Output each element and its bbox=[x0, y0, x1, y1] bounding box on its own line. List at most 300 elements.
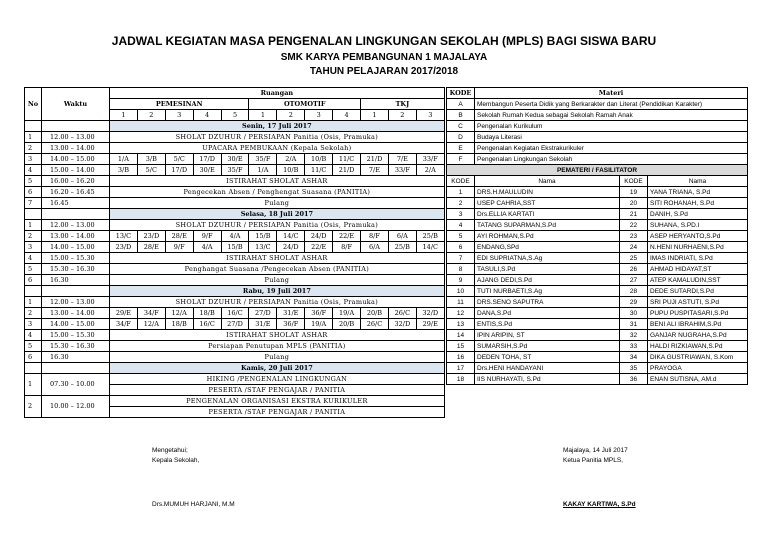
day-spacer bbox=[25, 209, 42, 220]
room-assignment-cell: 35/F bbox=[249, 154, 277, 165]
pemateri-name: IPIN ARIPIN, ST bbox=[475, 330, 620, 341]
pemateri-kode: 11 bbox=[447, 297, 475, 308]
room-assignment-cell: 9/F bbox=[193, 231, 221, 242]
time-cell: 14.00 – 15.00 bbox=[42, 242, 110, 253]
row-number: 3 bbox=[25, 154, 42, 165]
row-number: 1 bbox=[25, 297, 42, 308]
room-assignment-cell: 25/B bbox=[388, 242, 416, 253]
pemateri-kode: 8 bbox=[447, 264, 475, 275]
pemateri-title: PEMATERI / FASILITATOR bbox=[447, 165, 748, 176]
pemateri-nama-header: Nama bbox=[475, 176, 620, 187]
activity-cell: PENGENALAN ORGANISASI EKSTRA KURIKULER bbox=[110, 396, 445, 407]
col-waktu-header: Waktu bbox=[42, 88, 110, 121]
signature-left-block bbox=[152, 446, 199, 466]
schedule-row bbox=[25, 330, 445, 341]
materi-kode: C bbox=[447, 121, 475, 132]
room-assignment-cell: 26/C bbox=[388, 308, 416, 319]
room-assignment-cell: 25/B bbox=[416, 231, 444, 242]
pemateri-row bbox=[447, 330, 748, 341]
pemateri-name: SITI ROHANAH, S.Pd bbox=[648, 198, 748, 209]
activity-cell: SHOLAT DZUHUR / PERSIAPAN Panitia (Osis, Pramuka) bbox=[110, 297, 445, 308]
schedule-row bbox=[25, 264, 445, 275]
pemateri-name: ATEP KAMALUDIN,SST bbox=[648, 275, 748, 286]
activity-cell: SHOLAT DZUHUR / PERSIAPAN Panitia (Osis, Pramuka) bbox=[110, 220, 445, 231]
room-assignment-cell: 6/A bbox=[388, 231, 416, 242]
pemateri-kode: 25 bbox=[620, 253, 648, 264]
day-row bbox=[25, 286, 445, 297]
pemateri-name: GANJAR NUGRAHA,S.Pd bbox=[648, 330, 748, 341]
materi-table bbox=[446, 87, 748, 385]
time-cell: 13.00 – 14.00 bbox=[42, 143, 110, 154]
row-number: 3 bbox=[25, 242, 42, 253]
time-cell: 15.00 – 15.30 bbox=[42, 253, 110, 264]
room-assignment-cell: 31/E bbox=[277, 308, 305, 319]
pemateri-name: ENTIS,S.Pd bbox=[475, 319, 620, 330]
room-assignment-cell: 21/D bbox=[361, 154, 389, 165]
schedule-row bbox=[25, 154, 445, 165]
day-title: Kamis, 20 Juli 2017 bbox=[110, 363, 445, 374]
room-assignment-cell: 13/C bbox=[249, 242, 277, 253]
room-assignment-cell: 13/C bbox=[110, 231, 138, 242]
activity-cell: Pulang bbox=[110, 198, 445, 209]
activity-cell: Penghangat Suasana /Pengecekan Absen (PANITIA) bbox=[110, 264, 445, 275]
pemateri-kode: 22 bbox=[620, 220, 648, 231]
pemateri-row bbox=[447, 297, 748, 308]
time-cell: 15.00 – 15.30 bbox=[42, 330, 110, 341]
materi-header-row bbox=[447, 88, 748, 99]
time-cell: 14.00 – 15.00 bbox=[42, 319, 110, 330]
pemateri-name: DANA,S.Pd bbox=[475, 308, 620, 319]
pemateri-kode: 30 bbox=[620, 308, 648, 319]
materi-kode: B bbox=[447, 110, 475, 121]
room-assignment-cell: 4/A bbox=[221, 231, 249, 242]
room-assignment-cell: 8/F bbox=[361, 231, 389, 242]
pemateri-name: PRAYOGA bbox=[648, 363, 748, 374]
schedule-row bbox=[25, 341, 445, 352]
room-assignment-cell: 7/E bbox=[361, 165, 389, 176]
committee-chair-name: KAKAY KARTIWA, S.Pd bbox=[563, 501, 636, 508]
pemateri-kode: 3 bbox=[447, 209, 475, 220]
room-assignment-cell: 27/D bbox=[221, 319, 249, 330]
room-assignment-cell: 23/D bbox=[137, 231, 165, 242]
room-number: 3 bbox=[305, 110, 333, 121]
materi-kode-header: KODE bbox=[447, 88, 475, 99]
pemateri-row bbox=[447, 220, 748, 231]
room-assignment-cell: 16/C bbox=[193, 319, 221, 330]
pemateri-kode: 20 bbox=[620, 198, 648, 209]
room-assignment-cell: 11/C bbox=[305, 165, 333, 176]
pemateri-kode: 15 bbox=[447, 341, 475, 352]
materi-text: Pengenalan Kurikulum bbox=[475, 121, 748, 132]
row-number: 6 bbox=[25, 187, 42, 198]
room-assignment-cell: 3/B bbox=[137, 154, 165, 165]
pemateri-kode: 28 bbox=[620, 286, 648, 297]
pemateri-row bbox=[447, 242, 748, 253]
pemateri-kode: 34 bbox=[620, 352, 648, 363]
room-assignment-cell: 36/F bbox=[305, 308, 333, 319]
pemateri-row bbox=[447, 198, 748, 209]
materi-text: Pengenalan Lingkungan Sekolah bbox=[475, 154, 748, 165]
row-number: 5 bbox=[25, 176, 42, 187]
room-assignment-cell: 29/E bbox=[416, 319, 444, 330]
pemateri-kode: 33 bbox=[620, 341, 648, 352]
day-spacer bbox=[25, 286, 42, 297]
schedule-row bbox=[25, 176, 445, 187]
pemateri-name: Drs.ELLIA KARTATI bbox=[475, 209, 620, 220]
room-assignment-cell: 22/E bbox=[333, 231, 361, 242]
pemateri-kode: 14 bbox=[447, 330, 475, 341]
room-number: 2 bbox=[277, 110, 305, 121]
materi-kode: F bbox=[447, 154, 475, 165]
room-assignment-cell: 33/F bbox=[388, 165, 416, 176]
pemateri-name: BENI ALI IBRAHIM,S.Pd bbox=[648, 319, 748, 330]
row-number: 2 bbox=[25, 308, 42, 319]
pemateri-name: DEDE SUTARDI,S.Pd bbox=[648, 286, 748, 297]
pemateri-name: YANA TRIANA, S.Pd bbox=[648, 187, 748, 198]
time-cell: 07.30 – 10.00 bbox=[42, 374, 110, 396]
place-date: Majalaya, 14 Juli 2017 bbox=[563, 447, 628, 454]
room-number: 2 bbox=[137, 110, 165, 121]
materi-row bbox=[447, 132, 748, 143]
pemateri-kode: 32 bbox=[620, 330, 648, 341]
materi-text: Pengenalan Kegiatan Ekstrakurikuler bbox=[475, 143, 748, 154]
day-spacer bbox=[42, 363, 110, 374]
pemateri-kode: 24 bbox=[620, 242, 648, 253]
pemateri-kode: 35 bbox=[620, 363, 648, 374]
pemateri-kode: 26 bbox=[620, 264, 648, 275]
pemateri-row bbox=[447, 209, 748, 220]
day-row bbox=[25, 363, 445, 374]
time-cell: 15.30 – 16.30 bbox=[42, 341, 110, 352]
pemateri-name: ASEP HERYANTO,S.Pd bbox=[648, 231, 748, 242]
pemateri-name: IMAS INDRIATI, S.Pd bbox=[648, 253, 748, 264]
room-assignment-cell: 5/C bbox=[137, 165, 165, 176]
pemateri-row bbox=[447, 231, 748, 242]
pemateri-name: DANIH, S.Pd bbox=[648, 209, 748, 220]
pemateri-kode: 18 bbox=[447, 374, 475, 385]
pemateri-kode: 6 bbox=[447, 242, 475, 253]
room-assignment-cell: 10/B bbox=[277, 165, 305, 176]
pemateri-name: IIS NURHAYATI, S.Pd bbox=[475, 374, 620, 385]
pemateri-row bbox=[447, 319, 748, 330]
pemateri-kode: 4 bbox=[447, 220, 475, 231]
pemateri-row bbox=[447, 286, 748, 297]
pemateri-name: Drs.HENI HANDAYANI bbox=[475, 363, 620, 374]
room-assignment-cell: 6/A bbox=[361, 242, 389, 253]
principal-name: Drs.MUMUH HARJANI, M.M bbox=[152, 501, 235, 508]
time-cell: 12.00 – 13.00 bbox=[42, 220, 110, 231]
room-assignment-cell: 24/D bbox=[277, 242, 305, 253]
room-assignment-cell: 30/E bbox=[193, 165, 221, 176]
pemateri-kode: 5 bbox=[447, 231, 475, 242]
pemateri-kode: 27 bbox=[620, 275, 648, 286]
day-spacer bbox=[42, 286, 110, 297]
pemateri-name: ENAN SUTISNA, AM.d bbox=[648, 374, 748, 385]
materi-row bbox=[447, 99, 748, 110]
pemateri-kode: 9 bbox=[447, 275, 475, 286]
pemateri-nama-header: Nama bbox=[648, 176, 748, 187]
acknowledged-label: Mengetahui; bbox=[152, 447, 188, 454]
pemateri-title-row bbox=[447, 165, 748, 176]
room-assignment-cell: 8/F bbox=[333, 242, 361, 253]
activity-cell: Pengecekan Absen / Penghengat Suasana (PANITIA) bbox=[110, 187, 445, 198]
day-row bbox=[25, 121, 445, 132]
pemateri-name: ENDANG,SPd bbox=[475, 242, 620, 253]
schedule-row bbox=[25, 220, 445, 231]
row-number: 2 bbox=[25, 231, 42, 242]
row-number: 4 bbox=[25, 165, 42, 176]
time-cell: 12.00 – 13.00 bbox=[42, 132, 110, 143]
col-ruangan-header: Ruangan bbox=[110, 88, 445, 99]
time-cell: 14.00 – 15.00 bbox=[42, 154, 110, 165]
activity-cell: PESERTA /STAF PENGAJAR / PANITIA bbox=[110, 407, 445, 418]
room-assignment-cell: 36/F bbox=[277, 319, 305, 330]
materi-row bbox=[447, 154, 748, 165]
schedule-row bbox=[25, 275, 445, 286]
room-assignment-cell: 20/B bbox=[361, 308, 389, 319]
schedule-row bbox=[25, 374, 445, 385]
activity-cell: HIKING /PENGENALAN LINGKUNGAN bbox=[110, 374, 445, 385]
day-spacer bbox=[25, 121, 42, 132]
pemateri-kode: 10 bbox=[447, 286, 475, 297]
row-number: 6 bbox=[25, 352, 42, 363]
room-assignment-cell: 17/D bbox=[165, 165, 193, 176]
pemateri-name: EDI SUPRIATNA,S.Ag bbox=[475, 253, 620, 264]
row-number: 7 bbox=[25, 198, 42, 209]
row-number: 5 bbox=[25, 341, 42, 352]
pemateri-kode: 17 bbox=[447, 363, 475, 374]
schedule-row bbox=[25, 352, 445, 363]
day-spacer bbox=[42, 121, 110, 132]
room-assignment-cell: 35/F bbox=[221, 165, 249, 176]
pemateri-name: TASULI,S.Pd bbox=[475, 264, 620, 275]
room-assignment-cell: 33/F bbox=[416, 154, 444, 165]
day-title: Rabu, 19 Juli 2017 bbox=[110, 286, 445, 297]
room-assignment-cell: 17/D bbox=[193, 154, 221, 165]
pemateri-kode: 12 bbox=[447, 308, 475, 319]
document-title: JADWAL KEGIATAN MASA PENGENALAN LINGKUNGAN SEKOLAH (MPLS) BAGI SISWA BARU bbox=[111, 34, 657, 48]
time-cell: 16.00 – 16.20 bbox=[42, 176, 110, 187]
room-assignment-cell: 12/A bbox=[137, 319, 165, 330]
activity-cell: ISTIRAHAT SHOLAT ASHAR bbox=[110, 330, 445, 341]
room-number: 4 bbox=[333, 110, 361, 121]
pemateri-name: SUMARSIH,S.Pd bbox=[475, 341, 620, 352]
room-assignment-cell: 26/C bbox=[361, 319, 389, 330]
activity-cell: ISTIRAHAT SHOLAT ASHAR bbox=[110, 253, 445, 264]
room-assignment-cell: 19/A bbox=[305, 319, 333, 330]
room-assignment-cell: 16/C bbox=[221, 308, 249, 319]
materi-row bbox=[447, 110, 748, 121]
pemateri-name: AYI ROHMAN,S.Pd bbox=[475, 231, 620, 242]
room-assignment-cell: 18/B bbox=[193, 308, 221, 319]
materi-text: Membangun Peserta Didik yang Berkarakter dan Literat (Pendidikan Karakter) bbox=[475, 99, 748, 110]
room-assignment-cell: 30/E bbox=[221, 154, 249, 165]
room-assignment-cell: 1/A bbox=[249, 165, 277, 176]
time-cell: 13.00 – 14.00 bbox=[42, 308, 110, 319]
room-assignment-cell: 18/B bbox=[165, 319, 193, 330]
room-assignment-cell: 20/B bbox=[333, 319, 361, 330]
group-header: PEMESINAN bbox=[110, 99, 249, 110]
room-assignment-cell: 34/F bbox=[110, 319, 138, 330]
room-assignment-cell: 4/A bbox=[193, 242, 221, 253]
activity-cell: Persiapan Penutupan MPLS (PANITIA) bbox=[110, 341, 445, 352]
pemateri-header-row bbox=[447, 176, 748, 187]
row-number: 5 bbox=[25, 264, 42, 275]
row-number: 4 bbox=[25, 330, 42, 341]
activity-cell: Pulang bbox=[110, 275, 445, 286]
pemateri-row bbox=[447, 352, 748, 363]
room-assignment-cell: 7/E bbox=[388, 154, 416, 165]
pemateri-name: TUTI NURBAETI,S.Ag bbox=[475, 286, 620, 297]
room-number: 2 bbox=[388, 110, 416, 121]
day-title: Senin, 17 Juli 2017 bbox=[110, 121, 445, 132]
pemateri-kode: 36 bbox=[620, 374, 648, 385]
room-assignment-cell: 3/B bbox=[110, 165, 138, 176]
day-row bbox=[25, 209, 445, 220]
room-assignment-cell: 28/E bbox=[165, 231, 193, 242]
time-cell: 16.30 bbox=[42, 352, 110, 363]
row-number: 1 bbox=[25, 132, 42, 143]
materi-text: Budaya Literasi bbox=[475, 132, 748, 143]
room-assignment-cell: 28/E bbox=[137, 242, 165, 253]
materi-header: Materi bbox=[475, 88, 748, 99]
pemateri-name: N.HENI NURHAENI,S.Pd bbox=[648, 242, 748, 253]
row-number: 1 bbox=[25, 374, 42, 396]
pemateri-name: SRI PUJI ASTUTI, S.Pd bbox=[648, 297, 748, 308]
principal-title: Kepala Sekolah, bbox=[152, 457, 200, 464]
pemateri-kode: 29 bbox=[620, 297, 648, 308]
time-cell: 15.30 – 16.30 bbox=[42, 264, 110, 275]
room-assignment-cell: 32/D bbox=[416, 308, 444, 319]
schedule-row bbox=[25, 165, 445, 176]
room-assignment-cell: 15/B bbox=[249, 231, 277, 242]
pemateri-kode: 13 bbox=[447, 319, 475, 330]
time-cell: 15.00 – 14.00 bbox=[42, 165, 110, 176]
room-assignment-cell: 31/E bbox=[249, 319, 277, 330]
day-spacer bbox=[42, 209, 110, 220]
room-assignment-cell: 32/D bbox=[388, 319, 416, 330]
room-assignment-cell: 27/D bbox=[249, 308, 277, 319]
schedule-row bbox=[25, 187, 445, 198]
room-assignment-cell: 23/D bbox=[110, 242, 138, 253]
pemateri-kode: 31 bbox=[620, 319, 648, 330]
pemateri-kode-header: KODE bbox=[620, 176, 648, 187]
activity-cell: SHOLAT DZUHUR / PERSIAPAN Panitia (Osis, Pramuka) bbox=[110, 132, 445, 143]
pemateri-name: DRS.SENO SAPUTRA bbox=[475, 297, 620, 308]
activity-cell: Pulang bbox=[110, 352, 445, 363]
pemateri-name: DIKA GUSTRIAWAN, S.Kom bbox=[648, 352, 748, 363]
pemateri-kode: 16 bbox=[447, 352, 475, 363]
time-cell: 10.00 – 12.00 bbox=[42, 396, 110, 418]
pemateri-row bbox=[447, 363, 748, 374]
row-number: 2 bbox=[25, 143, 42, 154]
materi-row bbox=[447, 143, 748, 154]
group-header: TKJ bbox=[361, 99, 445, 110]
room-assignment-cell: 22/E bbox=[305, 242, 333, 253]
materi-kode: A bbox=[447, 99, 475, 110]
day-spacer bbox=[25, 363, 42, 374]
activity-cell: UPACARA PEMBUKAAN (Kepala Sekolah) bbox=[110, 143, 445, 154]
pemateri-row bbox=[447, 374, 748, 385]
schedule-row bbox=[25, 396, 445, 407]
room-assignment-cell: 21/D bbox=[333, 165, 361, 176]
group-header: OTOMOTIF bbox=[249, 99, 361, 110]
pemateri-row bbox=[447, 187, 748, 198]
pemateri-row bbox=[447, 253, 748, 264]
schedule-header-row bbox=[25, 88, 445, 99]
room-number: 1 bbox=[249, 110, 277, 121]
pemateri-name: SUHANA, S.PD.I bbox=[648, 220, 748, 231]
schedule-row bbox=[25, 319, 445, 330]
pemateri-name: AJANG DEDI,S.Pd bbox=[475, 275, 620, 286]
pemateri-name: PUPU PUSPITASARI,S.Pd bbox=[648, 308, 748, 319]
time-cell: 16.45 bbox=[42, 198, 110, 209]
row-number: 3 bbox=[25, 319, 42, 330]
room-number: 1 bbox=[361, 110, 389, 121]
pemateri-kode: 19 bbox=[620, 187, 648, 198]
pemateri-name: DRS.H.MAULUDIN bbox=[475, 187, 620, 198]
time-cell: 16.30 bbox=[42, 275, 110, 286]
committee-chair-title: Ketua Panitia MPLS, bbox=[563, 457, 623, 464]
materi-kode: E bbox=[447, 143, 475, 154]
pemateri-kode: 1 bbox=[447, 187, 475, 198]
room-assignment-cell: 14/C bbox=[277, 231, 305, 242]
row-number: 4 bbox=[25, 253, 42, 264]
activity-cell: PESERTA /STAF PENGAJAR / PANITIA bbox=[110, 385, 445, 396]
room-assignment-cell: 12/A bbox=[165, 308, 193, 319]
day-title: Selasa, 18 Juli 2017 bbox=[110, 209, 445, 220]
materi-kode: D bbox=[447, 132, 475, 143]
room-assignment-cell: 1/A bbox=[110, 154, 138, 165]
room-assignment-cell: 11/C bbox=[333, 154, 361, 165]
schedule-table bbox=[24, 87, 445, 418]
schedule-row bbox=[25, 132, 445, 143]
room-assignment-cell: 9/F bbox=[165, 242, 193, 253]
pemateri-kode: 2 bbox=[447, 198, 475, 209]
signature-right-block bbox=[563, 446, 628, 466]
pemateri-name: AHMAD HIDAYAT,ST bbox=[648, 264, 748, 275]
room-number: 5 bbox=[221, 110, 249, 121]
schedule-row bbox=[25, 253, 445, 264]
row-number: 6 bbox=[25, 275, 42, 286]
schedule-row bbox=[25, 198, 445, 209]
room-assignment-cell: 2/A bbox=[277, 154, 305, 165]
pemateri-name: DEDEN TOHA, ST bbox=[475, 352, 620, 363]
pemateri-kode: 23 bbox=[620, 231, 648, 242]
room-assignment-cell: 14/C bbox=[416, 242, 444, 253]
activity-cell: ISTIRAHAT SHOLAT ASHAR bbox=[110, 176, 445, 187]
room-assignment-cell: 19/A bbox=[333, 308, 361, 319]
pemateri-row bbox=[447, 264, 748, 275]
room-number: 3 bbox=[416, 110, 444, 121]
room-assignment-cell: 15/B bbox=[221, 242, 249, 253]
row-number: 2 bbox=[25, 396, 42, 418]
room-assignment-cell: 29/E bbox=[110, 308, 138, 319]
schedule-row bbox=[25, 297, 445, 308]
pemateri-row bbox=[447, 341, 748, 352]
school-name: SMK KARYA PEMBANGUNAN 1 MAJALAYA bbox=[280, 52, 488, 63]
pemateri-kode: 21 bbox=[620, 209, 648, 220]
materi-row bbox=[447, 121, 748, 132]
room-number: 1 bbox=[110, 110, 138, 121]
pemateri-name: HALDI RIZKIAWAN,S.Pd bbox=[648, 341, 748, 352]
room-number: 4 bbox=[193, 110, 221, 121]
materi-text: Sekolah Rumah Kedua sebagai Sekolah Ramah Anak bbox=[475, 110, 748, 121]
schedule-row bbox=[25, 231, 445, 242]
schedule-row bbox=[25, 143, 445, 154]
pemateri-row bbox=[447, 308, 748, 319]
pemateri-kode: 7 bbox=[447, 253, 475, 264]
